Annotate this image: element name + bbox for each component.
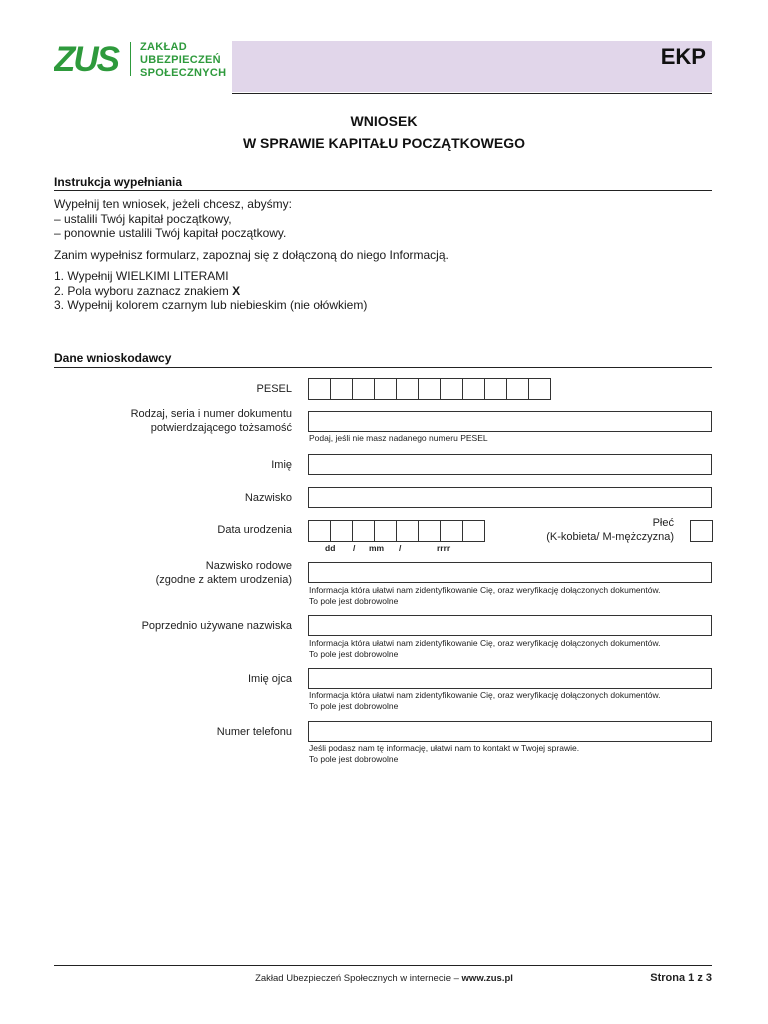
birth-month-cell[interactable] — [374, 520, 397, 542]
birth-year-cell[interactable] — [418, 520, 441, 542]
first-name-label: Imię — [271, 459, 292, 471]
sex-label — [546, 516, 674, 544]
last-name-label: Nazwisko — [244, 492, 292, 504]
family-name-label-line: Nazwisko rodowe — [205, 560, 292, 572]
family-name-label-line: (zgodne z aktem urodzenia) — [155, 574, 292, 586]
phone-field[interactable] — [308, 721, 712, 742]
birth-year-cell[interactable] — [396, 520, 419, 542]
pesel-input[interactable] — [308, 378, 550, 400]
pesel-cell[interactable] — [484, 378, 507, 400]
zus-logo — [54, 40, 120, 76]
sex-label-line: Płeć — [652, 517, 674, 529]
pesel-label: PESEL — [256, 383, 292, 395]
pesel-cell[interactable] — [462, 378, 485, 400]
father-name-label: Imię ojca — [247, 673, 292, 685]
instructions-heading: Instrukcja wypełniania — [54, 175, 183, 189]
birth-year-cell[interactable] — [462, 520, 485, 542]
sex-field[interactable] — [690, 520, 713, 542]
footer-rule — [54, 965, 712, 966]
pesel-cell[interactable] — [440, 378, 463, 400]
family-name-label — [156, 559, 292, 587]
phone-note: Jeśli podasz nam tę informację, ułatwi nam to kontakt w Twojej sprawie. — [309, 743, 580, 753]
birth-day-cell[interactable] — [308, 520, 331, 542]
applicant-heading: Dane wnioskodawcy — [54, 351, 172, 365]
father-name-note-optional: To pole jest dobrowolne — [309, 701, 399, 711]
footer-prefix: Zakład Ubezpieczeń Społecznych w internecie – — [255, 973, 462, 984]
last-name-field[interactable] — [308, 487, 712, 508]
logo-caption-line: ZAKŁAD — [140, 41, 188, 53]
date-format-rrrr: rrrr — [437, 543, 451, 553]
form-code: EKP — [660, 44, 706, 69]
instructions-option: – ustalili Twój kapitał początkowy, — [54, 212, 232, 226]
phone-label: Numer telefonu — [216, 726, 292, 738]
section-rule — [54, 367, 712, 368]
zus-logo-wordmark: ZUS — [54, 40, 118, 76]
father-name-field[interactable] — [308, 668, 712, 689]
instructions-step — [54, 284, 240, 299]
section-rule — [54, 190, 712, 191]
logo-caption-line: SPOŁECZNYCH — [140, 67, 227, 79]
date-format-mm: mm — [369, 543, 385, 553]
date-format-separator: / — [353, 543, 356, 553]
pesel-cell[interactable] — [396, 378, 419, 400]
id-document-label-line: potwierdzającego tożsamość — [150, 422, 292, 434]
page-number: Strona 1 z 3 — [650, 972, 712, 984]
id-document-note: Podaj, jeśli nie masz nadanego numeru PESEL — [309, 433, 488, 443]
phone-note-optional: To pole jest dobrowolne — [309, 754, 399, 764]
previous-names-note-optional: To pole jest dobrowolne — [309, 649, 399, 659]
previous-names-field[interactable] — [308, 615, 712, 636]
logo-divider — [130, 42, 131, 76]
birth-date-label: Data urodzenia — [217, 524, 292, 536]
id-document-field[interactable] — [308, 411, 712, 432]
first-name-field[interactable] — [308, 454, 712, 475]
pesel-cell[interactable] — [506, 378, 529, 400]
logo-caption — [140, 41, 226, 80]
id-document-label-line: Rodzaj, seria i numer dokumentu — [130, 408, 292, 420]
father-name-note: Informacja która ułatwi nam zidentyfikowanie Cię, oraz weryfikację dołączonych dokumentów. — [309, 690, 661, 700]
header-band — [232, 41, 712, 92]
pesel-cell[interactable] — [374, 378, 397, 400]
pesel-cell[interactable] — [418, 378, 441, 400]
family-name-field[interactable] — [308, 562, 712, 583]
birth-month-cell[interactable] — [352, 520, 375, 542]
family-name-note: Informacja która ułatwi nam zidentyfikowanie Cię, oraz weryfikację dołączonych dokumentów. — [309, 585, 661, 595]
instructions-before: Zanim wypełnisz formularz, zapoznaj się z dołączoną do niego Informacją. — [54, 248, 449, 262]
date-format-dd: dd — [325, 543, 336, 553]
instructions-mark: X — [232, 284, 241, 298]
document-title: WNIOSEK — [350, 113, 418, 129]
footer-url-link[interactable]: www.zus.pl — [461, 973, 513, 984]
pesel-cell[interactable] — [528, 378, 551, 400]
header-rule — [232, 93, 712, 94]
birth-day-cell[interactable] — [330, 520, 353, 542]
pesel-cell[interactable] — [308, 378, 331, 400]
instructions-intro: Wypełnij ten wniosek, jeżeli chcesz, abyśmy: — [54, 197, 292, 211]
logo-caption-line: UBEZPIECZEŃ — [140, 54, 221, 66]
instructions-step-text: 2. Pola wyboru zaznacz znakiem — [54, 284, 233, 298]
id-document-label — [131, 407, 292, 435]
instructions-step: 3. Wypełnij kolorem czarnym lub niebieskim (nie ołówkiem) — [54, 298, 368, 312]
previous-names-note: Informacja która ułatwi nam zidentyfikowanie Cię, oraz weryfikację dołączonych dokumentów. — [309, 638, 661, 648]
sex-label-line: (K-kobieta/ M-mężczyzna) — [546, 531, 674, 543]
previous-names-label: Poprzednio używane nazwiska — [141, 620, 292, 632]
pesel-cell[interactable] — [330, 378, 353, 400]
birth-year-cell[interactable] — [440, 520, 463, 542]
date-format-separator: / — [399, 543, 402, 553]
birth-date-input[interactable] — [308, 520, 484, 542]
document-subtitle: W SPRAWIE KAPITAŁU POCZĄTKOWEGO — [242, 135, 526, 151]
instructions-option: – ponownie ustalili Twój kapitał początkowy. — [54, 226, 287, 240]
instructions-step: 1. Wypełnij WIELKIMI LITERAMI — [54, 269, 229, 283]
family-name-note-optional: To pole jest dobrowolne — [309, 596, 399, 606]
pesel-cell[interactable] — [352, 378, 375, 400]
